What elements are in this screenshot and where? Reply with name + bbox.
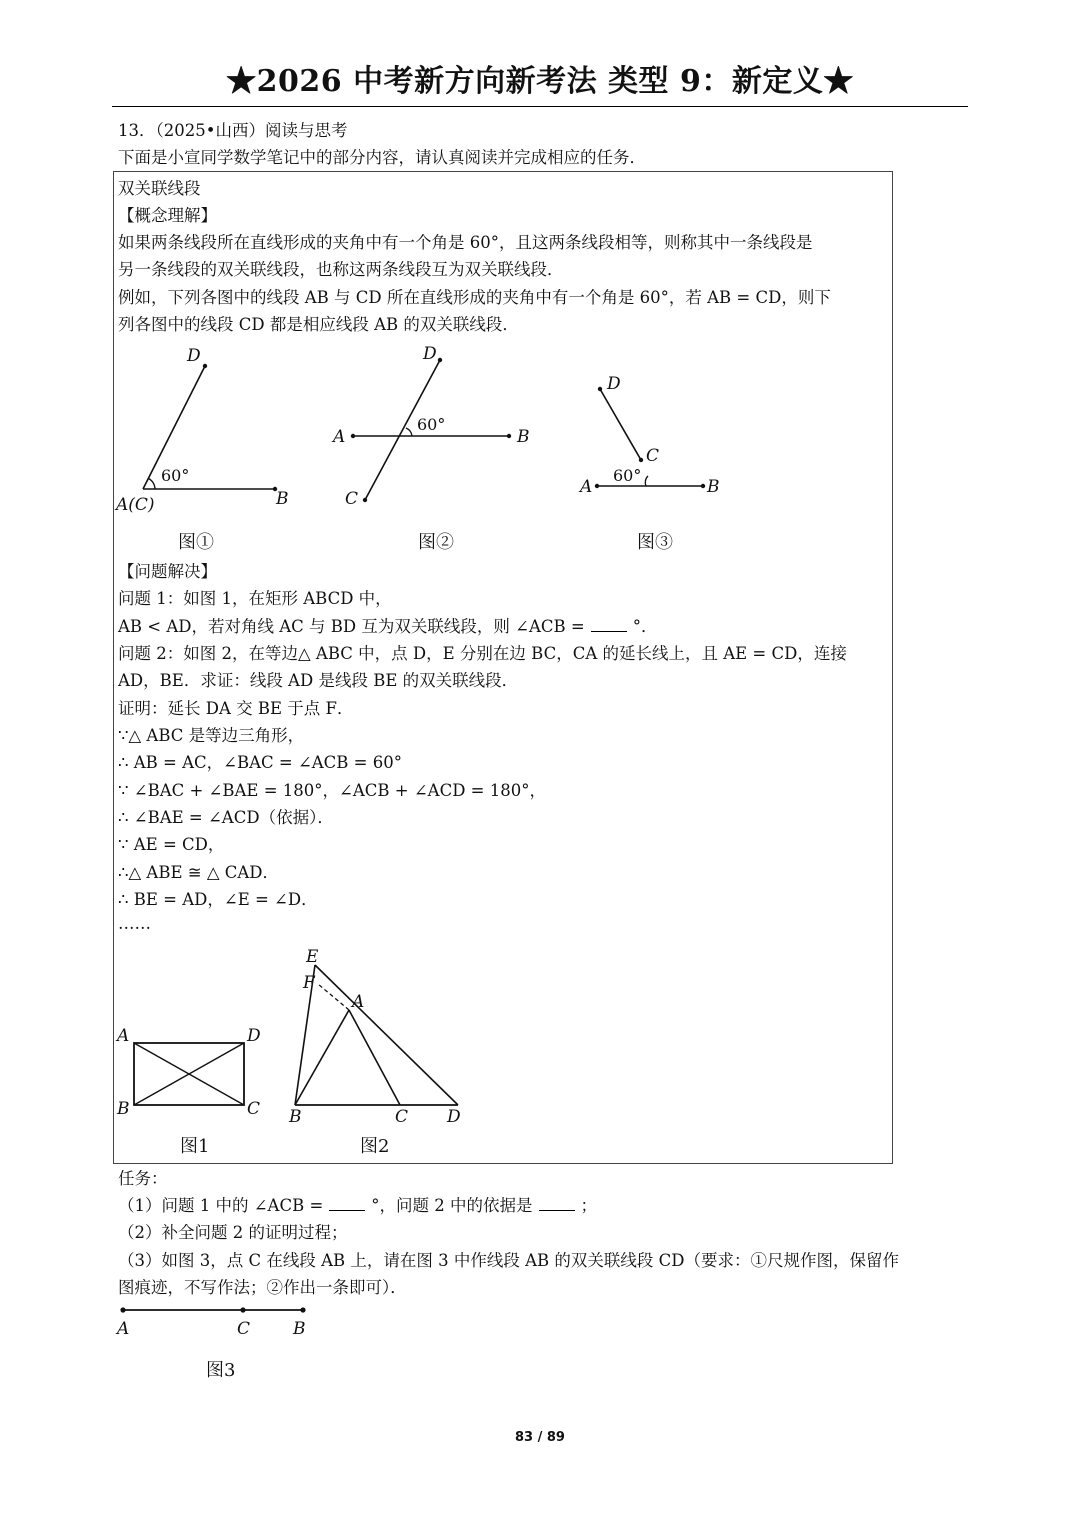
point-c — [363, 498, 367, 502]
point-d — [203, 364, 207, 368]
figure-2-example — [331, 344, 530, 509]
task-1-end: ； — [580, 1196, 598, 1215]
question-1-unit: °． — [632, 617, 658, 636]
line-ed — [315, 965, 458, 1105]
angle-arc — [645, 476, 648, 486]
concept-line-2: 另一条线段的双关联线段，也称这两条线段互为双关联线段． — [118, 260, 564, 279]
task-3-line-1: （3）如图 3，点 C 在线段 AB 上，请在图 3 中作线段 AB 的双关联线段 CD（要求：①尺规作图，保留作 — [118, 1251, 900, 1270]
label-c: C — [247, 1099, 261, 1119]
box-title: 双关联线段 — [118, 179, 201, 198]
angle-arc — [149, 479, 156, 490]
side-ab — [295, 1010, 349, 1105]
label-a-c: A(C) — [116, 495, 155, 515]
caption-fig-2: 图② — [418, 532, 454, 553]
problem-figures — [113, 940, 513, 1130]
label-a: A — [333, 427, 346, 447]
example-figures — [113, 340, 893, 530]
problem-intro: 下面是小宣同学数学笔记中的部分内容，请认真阅读并完成相应的任务． — [118, 148, 646, 167]
tasks-heading: 任务： — [118, 1169, 168, 1188]
answer-blank-basis[interactable] — [539, 1196, 575, 1211]
label-b: B — [517, 427, 530, 447]
angle-arc — [406, 428, 412, 436]
figure-rectangle — [115, 1026, 261, 1119]
task-1-mid: °，问题 2 中的依据是 — [371, 1196, 533, 1215]
proof-line: ∴ BE = AD，∠E = ∠D． — [118, 890, 318, 909]
point-b — [701, 484, 705, 488]
label-d: D — [247, 1026, 261, 1046]
question-1-line-2 — [118, 616, 657, 638]
caption-figure-1: 图1 — [180, 1136, 210, 1157]
label-b: B — [707, 477, 720, 497]
task-1 — [118, 1195, 597, 1217]
example-line-1: 例如，下列各图中的线段 AB 与 CD 所在直线形成的夹角中有一个角是 60°，若 AB = CD，则下 — [118, 288, 831, 307]
solve-heading: 【问题解决】 — [118, 562, 217, 581]
label-e: E — [306, 947, 319, 967]
angle-label: 60° — [417, 415, 446, 434]
label-d: D — [607, 374, 621, 394]
angle-label: 60° — [613, 466, 642, 485]
caption-figure-2: 图2 — [360, 1136, 390, 1157]
caption-fig-3: 图③ — [637, 532, 673, 553]
point-a — [351, 434, 355, 438]
page-number: 83 / 89 — [515, 1430, 565, 1445]
label-c: C — [395, 1107, 409, 1127]
proof-ellipsis: …… — [118, 914, 151, 933]
label-a: A — [117, 1026, 130, 1046]
caption-figure-3: 图3 — [206, 1360, 236, 1381]
angle-label: 60° — [161, 466, 190, 485]
label-a: A — [117, 1319, 130, 1339]
question-2-line-1: 问题 2：如图 2，在等边△ ABC 中，点 D，E 分别在边 BC，CA 的延长线上，且 AE = CD，连接 — [118, 644, 847, 663]
label-b: B — [293, 1319, 306, 1339]
question-1-text: AB < AD，若对角线 AC 与 BD 互为双关联线段，则 ∠ACB = — [118, 617, 585, 636]
point-d — [598, 387, 602, 391]
caption-fig-1: 图① — [178, 532, 214, 553]
point-b — [507, 434, 511, 438]
label-c: C — [646, 446, 660, 466]
proof-line: ∵ ∠BAC + ∠BAE = 180°，∠ACB + ∠ACD = 180°， — [118, 781, 546, 800]
proof-line: 证明：延长 DA 交 BE 于点 F． — [118, 699, 354, 718]
problem-number-line: 13．（2025•山西）阅读与思考 — [118, 121, 348, 140]
task-2: （2）补全问题 2 的证明过程； — [118, 1223, 348, 1242]
point-b — [300, 1307, 305, 1312]
page-title: ★2026 中考新方向新考法 类型 9：新定义★ — [226, 64, 854, 99]
label-c: C — [237, 1319, 251, 1339]
concept-line-1: 如果两条线段所在直线形成的夹角中有一个角是 60°，且这两条线段相等，则称其中一条线段是 — [118, 233, 813, 252]
label-d: D — [187, 346, 201, 366]
proof-line: ∴ ∠BAE = ∠ACD（依据）． — [118, 808, 334, 827]
concept-heading: 【概念理解】 — [118, 206, 217, 225]
figure-triangle — [288, 947, 461, 1127]
point-a — [595, 484, 599, 488]
point-a — [120, 1307, 125, 1312]
header-divider — [112, 106, 968, 107]
proof-line: ∴△ ABE ≅ △ CAD． — [118, 863, 280, 882]
question-2-line-2: AD，BE．求证：线段 AD 是线段 BE 的双关联线段． — [118, 671, 519, 690]
label-d: D — [423, 344, 437, 364]
answer-blank[interactable] — [591, 617, 627, 632]
example-line-2: 列各图中的线段 CD 都是相应线段 AB 的双关联线段． — [118, 315, 519, 334]
segment-cd — [600, 389, 641, 460]
label-c: C — [345, 489, 359, 509]
segment-af-dashed — [318, 984, 349, 1010]
label-f: F — [303, 973, 315, 993]
label-b: B — [289, 1107, 302, 1127]
task-3-line-2: 图痕迹，不写作法；②作出一条即可）． — [118, 1278, 407, 1297]
figure-3-segment — [113, 1300, 333, 1344]
label-b: B — [276, 489, 289, 509]
proof-line: ∵ AE = CD， — [118, 835, 225, 854]
task-1-text: （1）问题 1 中的 ∠ACB = — [118, 1196, 324, 1215]
figure-3-example — [578, 374, 720, 497]
label-b: B — [117, 1099, 130, 1119]
figure-1-example — [114, 346, 289, 515]
proof-line: ∴ AB = AC，∠BAC = ∠ACB = 60° — [118, 753, 402, 772]
point-d — [438, 358, 442, 362]
question-1-line-1: 问题 1：如图 1，在矩形 ABCD 中， — [118, 589, 392, 608]
point-c — [639, 458, 643, 462]
proof-line: ∵△ ABC 是等边三角形， — [118, 726, 305, 745]
label-a: A — [580, 477, 593, 497]
label-d: D — [447, 1107, 461, 1127]
label-a: A — [352, 992, 365, 1012]
point-c — [240, 1307, 245, 1312]
answer-blank-angle[interactable] — [329, 1196, 365, 1211]
